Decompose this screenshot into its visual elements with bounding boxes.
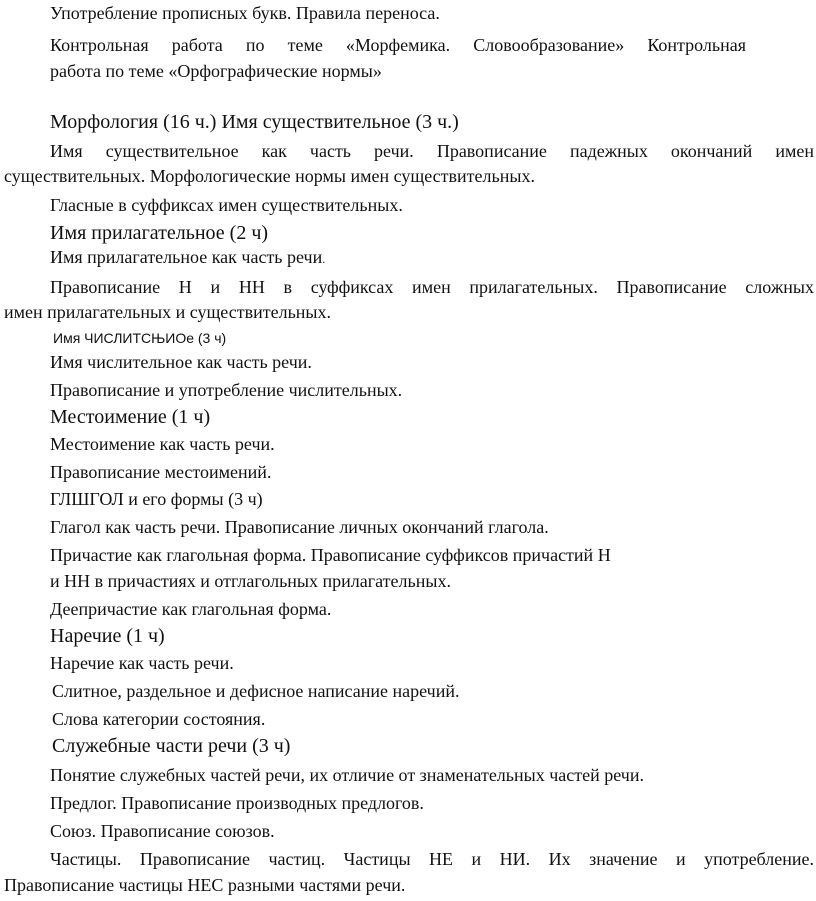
text-line: Слитное, раздельное и дефисное написание наречий. [52,681,460,701]
text-line: существительных. Морфологические нормы имен существительных. [4,166,535,186]
text-line: Правописание частицы НЕС разными частями речи. [4,875,406,895]
text-line: Правописание и употребление числительных. [50,380,403,400]
text-line: Наречие как часть речи. [50,653,234,673]
text-line: Причастие как глагольная форма. Правописание суффиксов причастий Н [50,545,611,565]
text-line: Имя существительное как часть речи. Правописание падежных окончаний имен [50,141,814,161]
section-heading-numeral: Имя ЧИСЛИТСЊИОе (3 ч) [53,330,227,346]
text-line: Имя числительное как часть речи. [50,352,312,372]
text-span: . [322,252,326,266]
text-line: Правописание Н и НН в суффиксах имен прилагательных. Правописание сложных [50,277,814,297]
section-heading-function-words: Служебные части речи (3 ч) [52,735,291,757]
text-line: Союз. Правописание союзов. [50,821,275,841]
section-heading-pronoun: Местоимение (1 ч) [50,406,211,428]
text-line: Частицы. Правописание частиц. Частицы НЕ и НИ. Их значение и употребление. [50,849,814,869]
text-line: и НН в причастиях и отглагольных прилагательных. [50,571,451,591]
section-heading-verb: ГЛШГОЛ и его формы (3 ч) [50,489,263,509]
text-line: Глагол как часть речи. Правописание личных окончаний глагола. [50,517,549,537]
text-line: работа по теме «Орфографические нормы» [50,61,382,81]
text-line: Местоимение как часть речи. [50,434,275,454]
text-line: Понятие служебных частей речи, их отличие от знаменательных частей речи. [50,765,644,785]
section-heading-morphology: Морфология (16 ч.) Имя существительное (3 ч.) [50,111,459,133]
text-span: Имя прилагательное как часть речи [50,247,323,267]
text-line: Гласные в суффиксах имен существительных. [50,195,403,215]
section-heading-adjective: Имя прилагательное (2 ч) [50,222,269,244]
text-line: имен прилагательных и существительных. [4,302,332,322]
text-line [50,246,325,270]
text-line: Контрольная работа по теме «Морфемика. Словообразование» Контрольная [50,35,746,55]
text-line: Правописание местоимений. [50,462,272,482]
text-line: Предлог. Правописание производных предлогов. [50,793,424,813]
text-line: Деепричастие как глагольная форма. [50,599,332,619]
section-heading-adverb: Наречие (1 ч) [50,625,165,647]
text-line: Слова категории состояния. [52,709,266,729]
text-line: Употребление прописных букв. Правила переноса. [50,3,440,23]
